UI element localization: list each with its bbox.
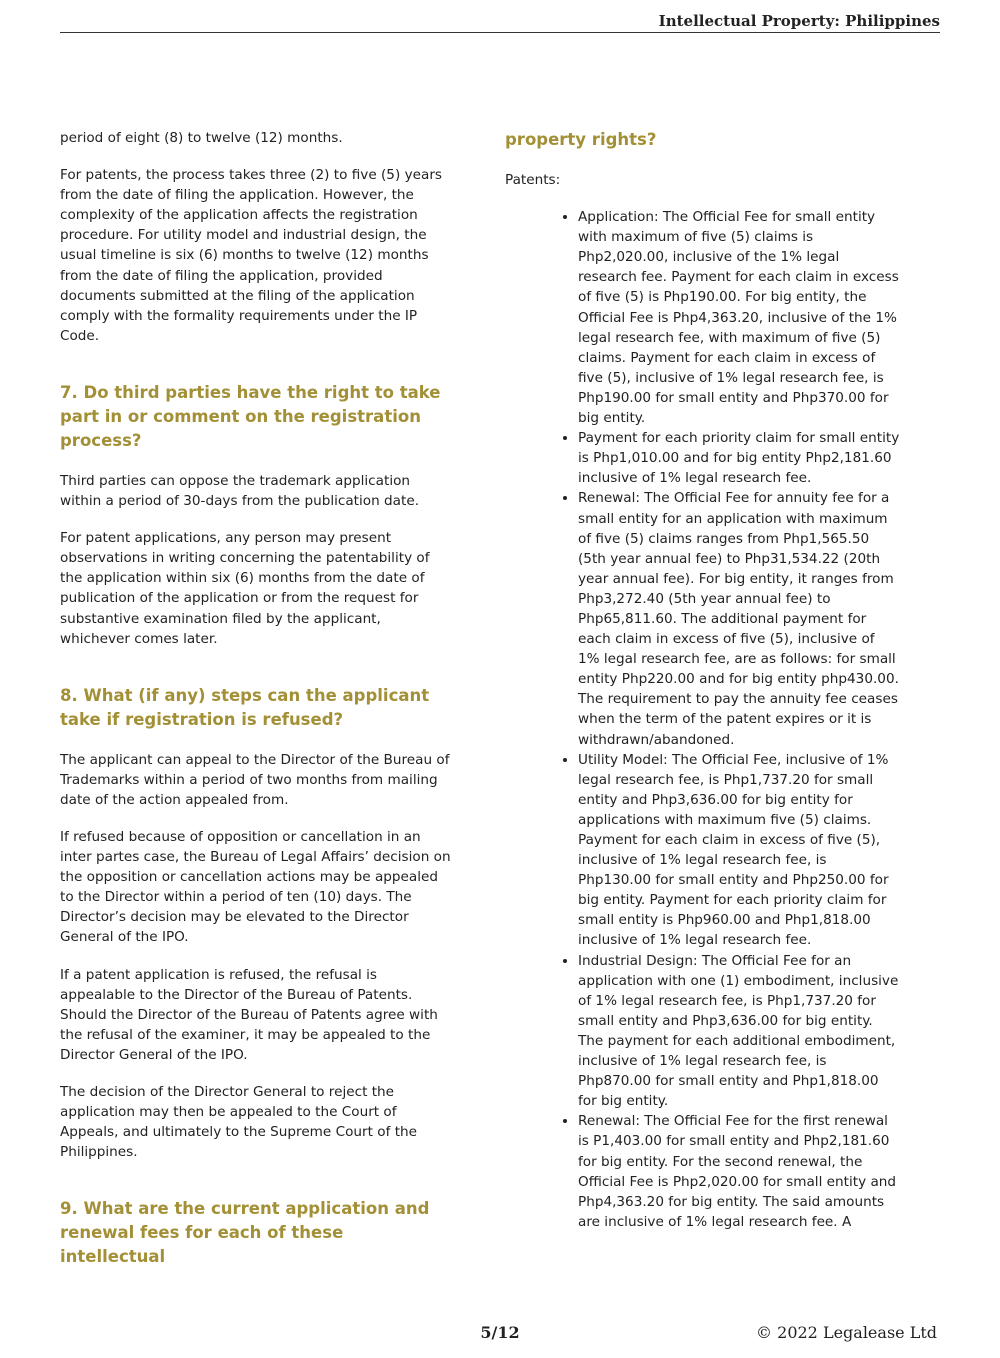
paragraph: The applicant can appeal to the Director of the Bureau of Trademarks within a period of two months from mailing date of the action appealed from.	[60, 751, 450, 808]
paragraph: For patents, the process takes three (2) to five (5) years from the date of filing the application. However, the complexity of the application affects the registration procedure. For utility model and industrial design, the usual timeline is six (6) months to twelve (12) months from the date of filing the application, provided documents submitted at the filing of the application comply with the formality requirements under the IP Code.	[60, 167, 442, 344]
list-item: • Renewal: The Official Fee for annuity fee for a small entity for an application with maximum of five (5) claims ranges from Php1,565.50 (5th year annual fee) to Php31,534.22 (20th year annual fee). For big entity, it ranges from Php3,272.40 (5th year annual fee) to Php65,811.60. The additional payment for each claim in excess of five (5), inclusive of 1% legal research fee, are as follows: for small entity Php220.00 and for big entity php430.00. The requirement to pay the annuity fee ceases when the term of the patent expires or it is withdrawn/abandoned.	[578, 488, 900, 749]
paragraph: The decision of the Director General to reject the application may then be appealed to the Court of Appeals, and ultimately to the Supreme Court of the Philippines.	[60, 1084, 418, 1161]
question-heading-8: 8. What (if any) steps can the applicant take if registration is refused?	[60, 685, 430, 729]
right-column	[505, 128, 900, 1232]
page-number: 5/12	[480, 1323, 520, 1342]
paragraph: Third parties can oppose the trademark application within a period of 30-days from the publication date.	[60, 472, 420, 510]
header-divider	[60, 32, 940, 33]
list-item: • Application: The Official Fee for small entity with maximum of five (5) claims is Php2,020.00, inclusive of the 1% legal research fee. Payment for each claim in excess of five (5) is Php190.00. For big entity, the Official Fee is Php4,363.20, inclusive of the 1% legal research fee, with maximum of five (5) claims. Payment for each claim in excess of five (5), inclusive of 1% legal research fee, is Php190.00 for small entity and Php370.00 for big entity.	[578, 207, 900, 428]
paragraph: period of eight (8) to twelve (12) months.	[60, 130, 343, 146]
list-item: • Industrial Design: The Official Fee for an application with one (1) embodiment, inclusive of 1% legal research fee, is Php1,737.20 for small entity and Php3,636.00 for big entity. The payment for each additional embodiment, inclusive of 1% legal research fee, is Php870.00 for small entity and Php1,818.00 for big entity.	[578, 951, 900, 1112]
list-item: • Utility Model: The Official Fee, inclusive of 1% legal research fee, is Php1,737.20 for small entity and Php3,636.00 for big entity for applications with maximum five (5) claims. Payment for each claim in excess of five (5), inclusive of 1% legal research fee, is Php130.00 for small entity and Php250.00 for big entity. Payment for each priority claim for small entity is Php960.00 and Php1,818.00 inclusive of 1% legal research fee.	[578, 750, 900, 951]
running-header-title: Intellectual Property: Philippines	[658, 12, 940, 30]
question-heading-9: 9. What are the current application and renewal fees for each of these intellectual	[60, 1199, 430, 1267]
patents-label: Patents:	[505, 172, 561, 188]
paragraph: For patent applications, any person may present observations in writing concerning the patentability of the application within six (6) months from the date of publication of the application or from the request for substantive examination filed by the applicant, whichever comes later.	[60, 530, 430, 647]
question-heading-7: 7. Do third parties have the right to take part in or comment on the registration process?	[60, 382, 441, 450]
fee-list	[505, 207, 900, 1232]
left-column	[60, 128, 453, 1287]
paragraph: If a patent application is refused, the refusal is appealable to the Director of the Bureau of Patents. Should the Director of the Bureau of Patents agree with the refusal of the examiner, it may be appealed to the Director General of the IPO.	[60, 966, 438, 1063]
copyright-notice: © 2022 Legalease Ltd	[756, 1323, 937, 1342]
question-heading-9-continued: property rights?	[505, 130, 657, 149]
paragraph: If refused because of opposition or cancellation in an inter partes case, the Bureau of Legal Affairs’ decision on the opposition or cancellation actions may be appealed to the Director within a period of ten (10) days. The Director’s decision may be elevated to the Director General of the IPO.	[60, 828, 451, 946]
list-item: • Payment for each priority claim for small entity is Php1,010.00 and for big entity Php2,181.60 inclusive of 1% legal research fee.	[578, 428, 900, 488]
list-item: • Renewal: The Official Fee for the first renewal is P1,403.00 for small entity and Php2,181.60 for big entity. For the second renewal, the Official Fee is Php2,020.00 for small entity and Php4,363.20 for big entity. The said amounts are inclusive of 1% legal research fee. A	[578, 1111, 900, 1232]
